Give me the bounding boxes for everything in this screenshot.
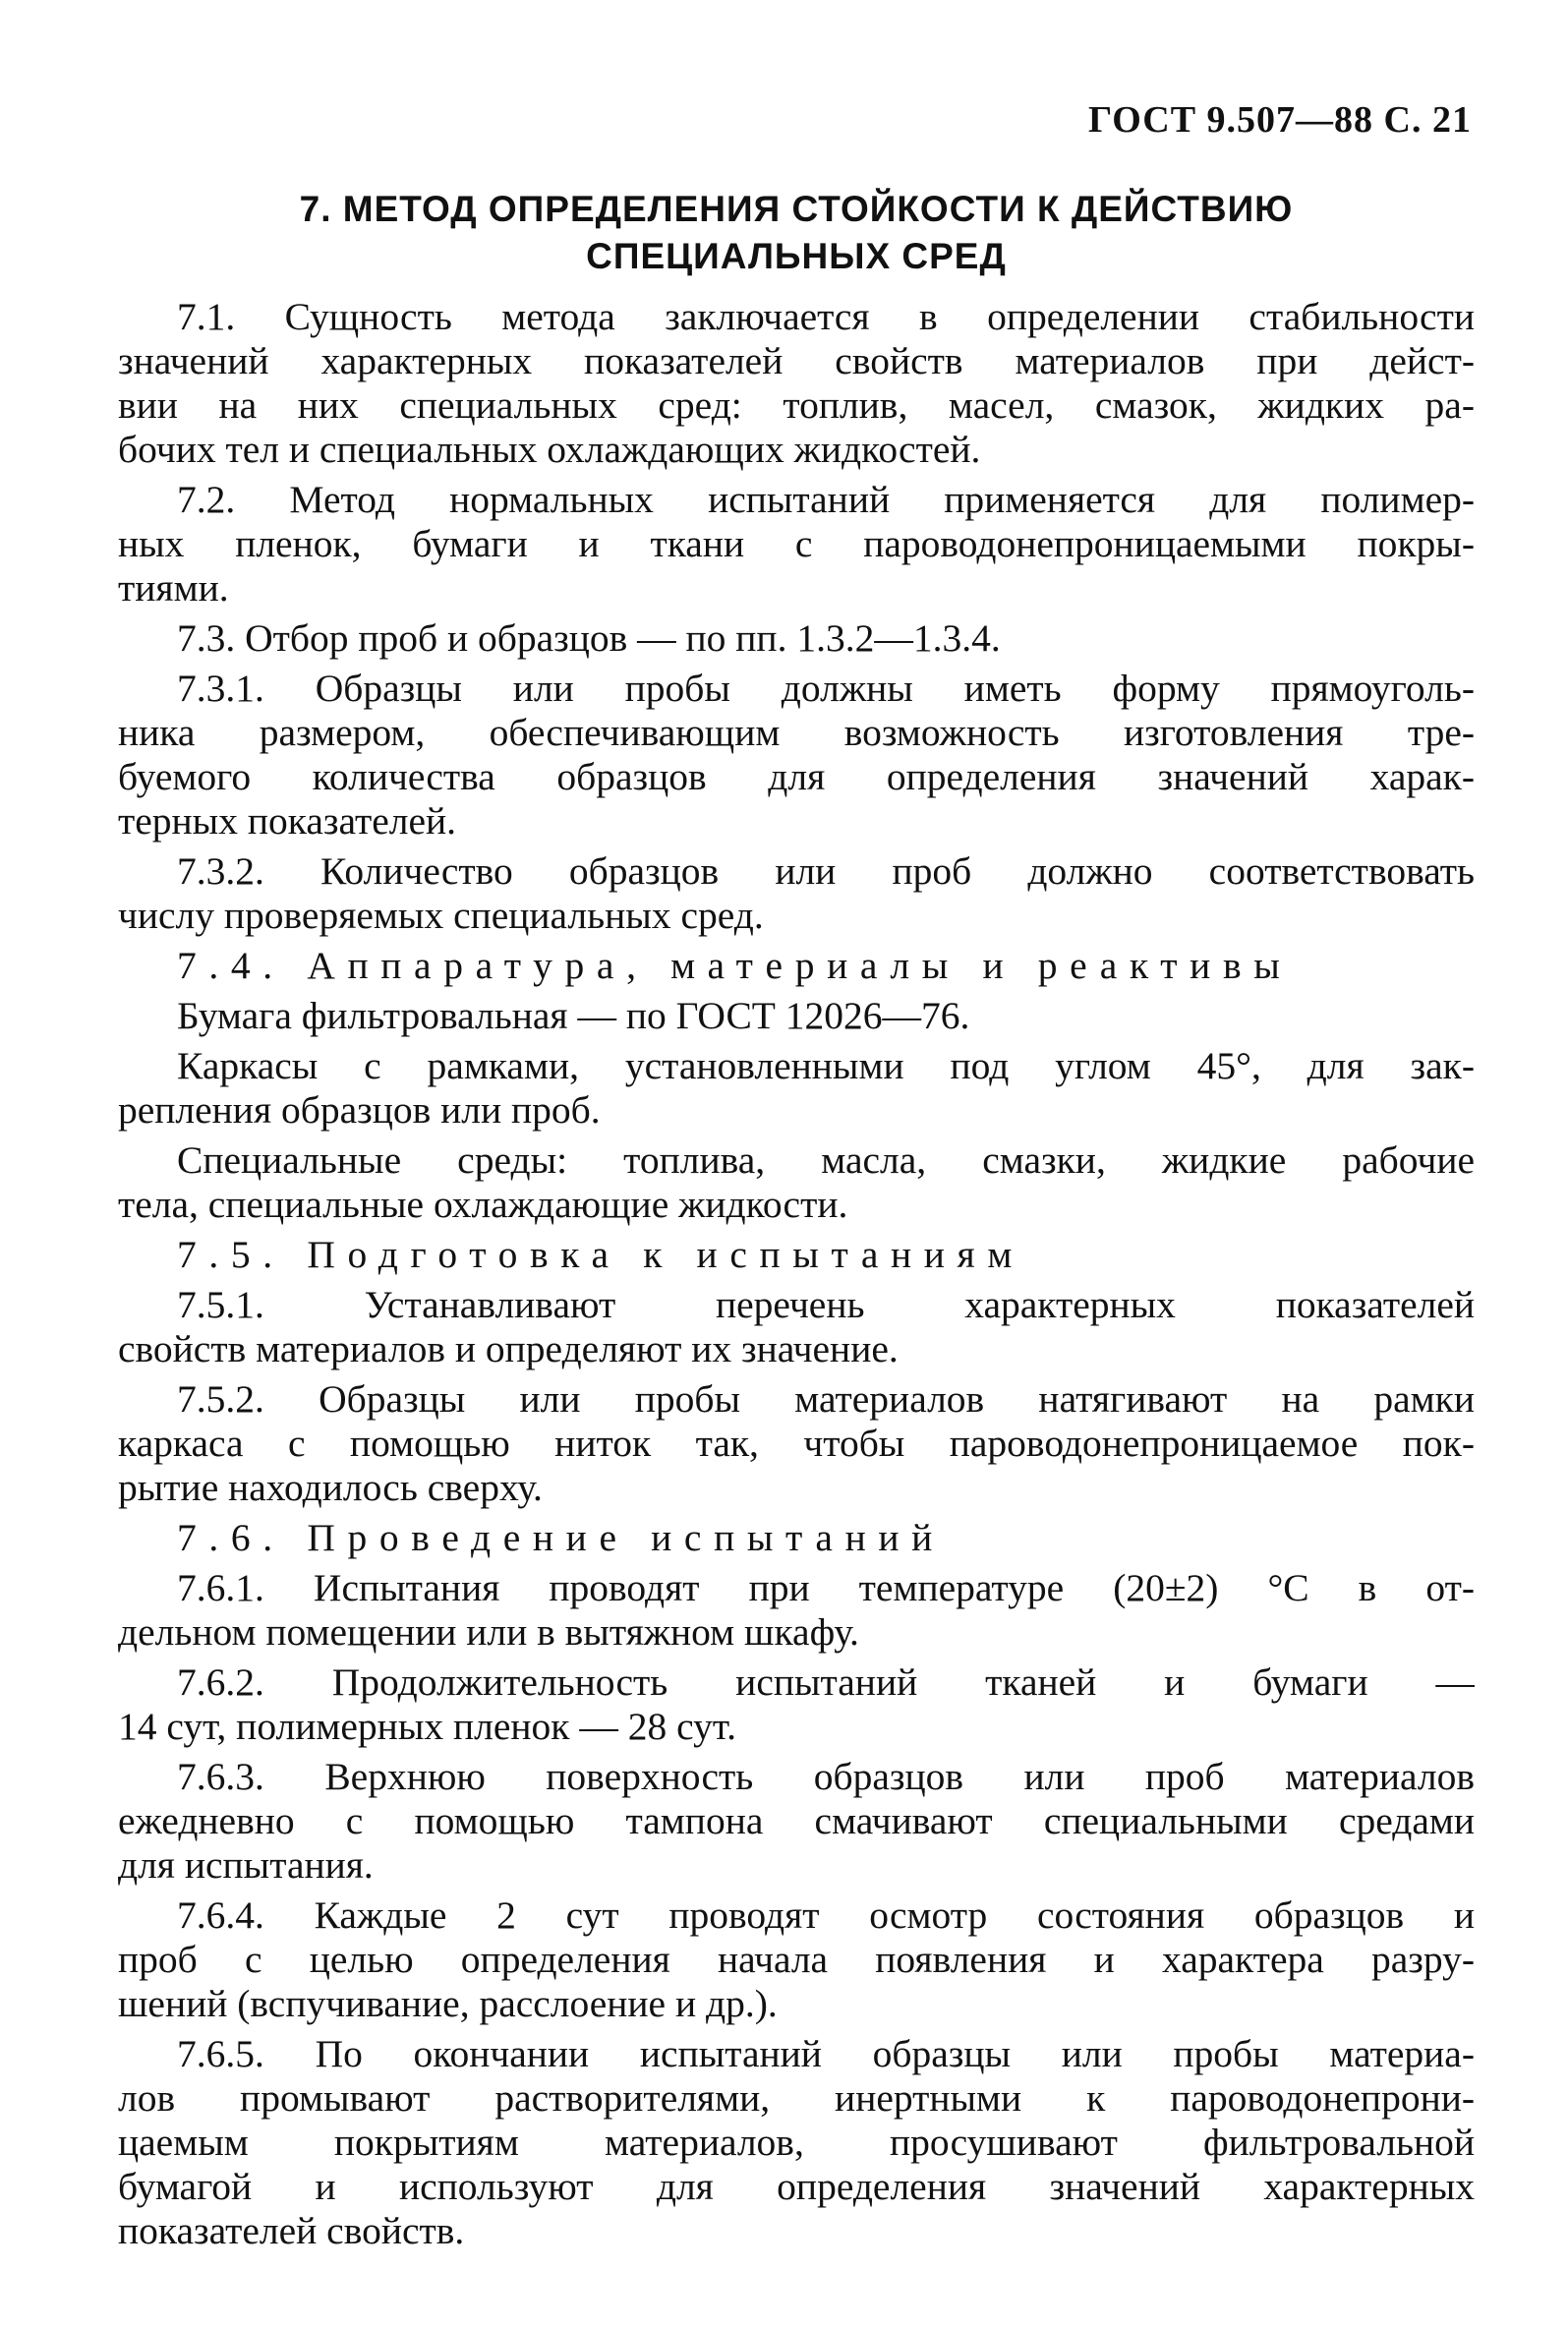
text-line: терных показателей.: [118, 799, 457, 843]
text-line: 7.3.1. Образцы или пробы должны иметь форму прямоуголь-: [177, 667, 1475, 710]
paragraph-p-7-5: [118, 1233, 1475, 1277]
paragraph-p-media: [118, 1138, 1475, 1227]
text-line: 7.6.3. Верхнюю поверхность образцов или проб материалов: [177, 1755, 1475, 1798]
text-line: Каркасы с рамками, установленными под углом 45°, для зак-: [177, 1044, 1475, 1087]
text-line: бумагой и используют для определения значений характерных: [118, 2165, 1475, 2208]
text-line: дельном помещении или в вытяжном шкафу.: [118, 1610, 859, 1654]
text-line: 7.3.2. Количество образцов или проб должно соответствовать: [177, 849, 1475, 893]
paragraph-p-7-6: [118, 1516, 1475, 1560]
text-line: шений (вспучивание, расслоение и др.).: [118, 1982, 778, 2025]
text-line: каркаса с помощью ниток так, чтобы пароводонепроницаемое пок-: [118, 1422, 1475, 1465]
text-line: 7.6. Проведение испытаний: [177, 1516, 945, 1559]
text-line: вии на них специальных сред: топлив, масел, смазок, жидких ра-: [118, 383, 1475, 427]
paragraph-p-7-1: [118, 295, 1475, 472]
text-line: цаемым покрытиям материалов, просушивают фильтровальной: [118, 2121, 1475, 2164]
text-line: тиями.: [118, 566, 229, 610]
text-line: 7.5.1. Устанавливают перечень характерных показателей: [177, 1283, 1475, 1326]
text-line: Специальные среды: топлива, масла, смазки, жидкие рабочие: [177, 1138, 1475, 1182]
paragraph-p-7-6-3: [118, 1755, 1475, 1888]
text-line: буемого количества образцов для определения значений харак-: [118, 755, 1475, 798]
text-line: Бумага фильтровальная — по ГОСТ 12026—76.: [177, 994, 970, 1037]
text-line: 7.6.5. По окончании испытаний образцы или пробы материа-: [177, 2032, 1475, 2075]
page-header: ГОСТ 9.507—88 С. 21: [1088, 99, 1472, 141]
text-line: 7.1. Сущность метода заключается в определении стабильности: [177, 295, 1475, 338]
text-line: репления образцов или проб.: [118, 1088, 601, 1132]
section-title-line-1: 7. МЕТОД ОПРЕДЕЛЕНИЯ СТОЙКОСТИ К ДЕЙСТВИЮ: [299, 189, 1294, 229]
text-line: 7.2. Метод нормальных испытаний применяется для полимер-: [177, 478, 1475, 521]
text-line: 14 сут, полимерных пленок — 28 сут.: [118, 1705, 736, 1748]
section-title-line-2: СПЕЦИАЛЬНЫХ СРЕД: [586, 236, 1007, 276]
paragraph-p-7-3-1: [118, 667, 1475, 844]
paragraph-p-7-5-2: [118, 1377, 1475, 1510]
text-line: 7.6.2. Продолжительность испытаний тканей и бумаги —: [177, 1660, 1475, 1704]
text-line: 7.5. Подготовка к испытаниям: [177, 1233, 1025, 1276]
paragraph-p-7-4: [118, 944, 1475, 988]
paragraph-p-7-3-2: [118, 849, 1475, 938]
text-line: 7.5.2. Образцы или пробы материалов натягивают на рамки: [177, 1377, 1475, 1421]
text-line: проб с целью определения начала появления и характера разру-: [118, 1938, 1475, 1981]
text-line: ежедневно с помощью тампона смачивают специальными средами: [118, 1799, 1475, 1842]
text-line: ных пленок, бумаги и ткани с пароводонепроницаемыми покры-: [118, 522, 1475, 565]
text-line: значений характерных показателей свойств материалов при дейст-: [118, 339, 1475, 382]
text-line: свойств материалов и определяют их значение.: [118, 1327, 899, 1370]
text-line: лов промывают растворителями, инертными к пароводонепрони-: [118, 2076, 1475, 2120]
paragraph-p-7-6-4: [118, 1893, 1475, 2026]
paragraph-p-7-2: [118, 478, 1475, 611]
text-line: числу проверяемых специальных сред.: [118, 894, 764, 937]
text-line: тела, специальные охлаждающие жидкости.: [118, 1183, 848, 1226]
paragraph-p-7-6-1: [118, 1566, 1475, 1655]
text-line: для испытания.: [118, 1843, 374, 1887]
text-line: 7.6.1. Испытания проводят при температуре (20±2) °С в от-: [177, 1566, 1475, 1609]
text-line: 7.3. Отбор проб и образцов — по пп. 1.3.2—1.3.4.: [177, 616, 1001, 660]
text-line: ника размером, обеспечивающим возможность изготовления тре-: [118, 711, 1475, 754]
text-line: показателей свойств.: [118, 2209, 465, 2252]
text-line: 7.4. Аппаратура, материалы и реактивы: [177, 944, 1293, 987]
text-line: 7.6.4. Каждые 2 сут проводят осмотр состояния образцов и: [177, 1893, 1475, 1937]
paragraph-p-frames: [118, 1044, 1475, 1133]
paragraph-p-paper: [118, 994, 1475, 1038]
text-line: рытие находилось сверху.: [118, 1466, 543, 1509]
paragraph-p-7-5-1: [118, 1283, 1475, 1371]
document-body: [118, 295, 1475, 2253]
paragraph-p-7-6-2: [118, 1660, 1475, 1749]
paragraph-p-7-6-5: [118, 2032, 1475, 2253]
paragraph-p-7-3: [118, 616, 1475, 661]
text-line: бочих тел и специальных охлаждающих жидкостей.: [118, 428, 981, 471]
